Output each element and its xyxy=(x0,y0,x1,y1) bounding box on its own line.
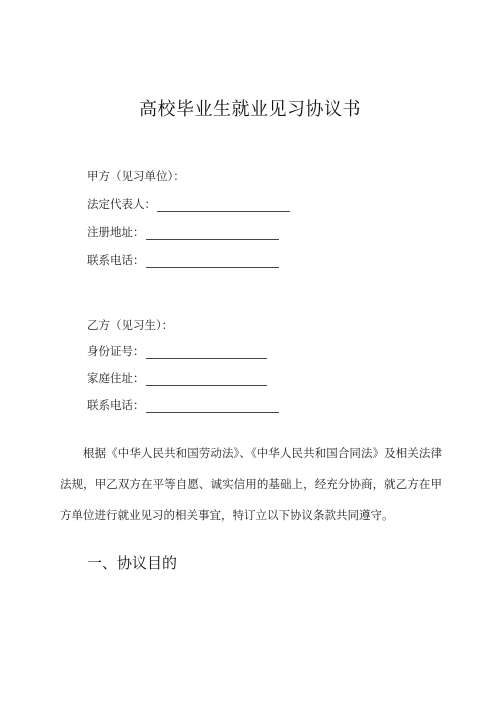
party-a-legal-rep-row xyxy=(87,196,290,212)
party-a-address-row xyxy=(87,224,279,240)
party-a-phone-blank xyxy=(146,255,279,268)
section-heading-purpose: 一、协议目的 xyxy=(87,554,178,572)
party-b-phone-blank xyxy=(146,400,279,413)
party-a-legal-rep-blank xyxy=(157,199,290,212)
party-b-id-blank xyxy=(146,346,267,359)
party-a-phone-label: 联系电话： xyxy=(87,253,145,267)
party-b-phone-label: 联系电话： xyxy=(87,398,145,412)
intro-paragraph: 根据《中华人民共和国劳动法》、《中华人民共和国合同法》及相关法律法规，甲乙双方在平等自愿、诚实信用的基础上，经充分协商，就乙方在甲方单位进行就业见习的相关事宜，特订立以下协议条款共同遵守。 xyxy=(60,446,442,522)
party-b-home-address-label: 家庭住址： xyxy=(87,371,145,385)
party-b-id-label: 身份证号： xyxy=(87,344,145,358)
party-b-home-address-blank xyxy=(146,373,267,386)
document-title: 高校毕业生就业见习协议书 xyxy=(139,99,361,120)
party-b-heading: 乙方（见习生）： xyxy=(87,318,174,332)
party-a-legal-rep-label: 法定代表人： xyxy=(87,197,156,211)
party-a-heading: 甲方（见习单位）： xyxy=(87,169,185,183)
party-a-phone-row xyxy=(87,252,279,268)
party-b-id-row xyxy=(87,343,267,359)
party-b-home-address-row xyxy=(87,370,267,386)
party-a-address-label: 注册地址： xyxy=(87,225,145,239)
party-b-phone-row xyxy=(87,397,279,413)
party-a-address-blank xyxy=(146,227,279,240)
